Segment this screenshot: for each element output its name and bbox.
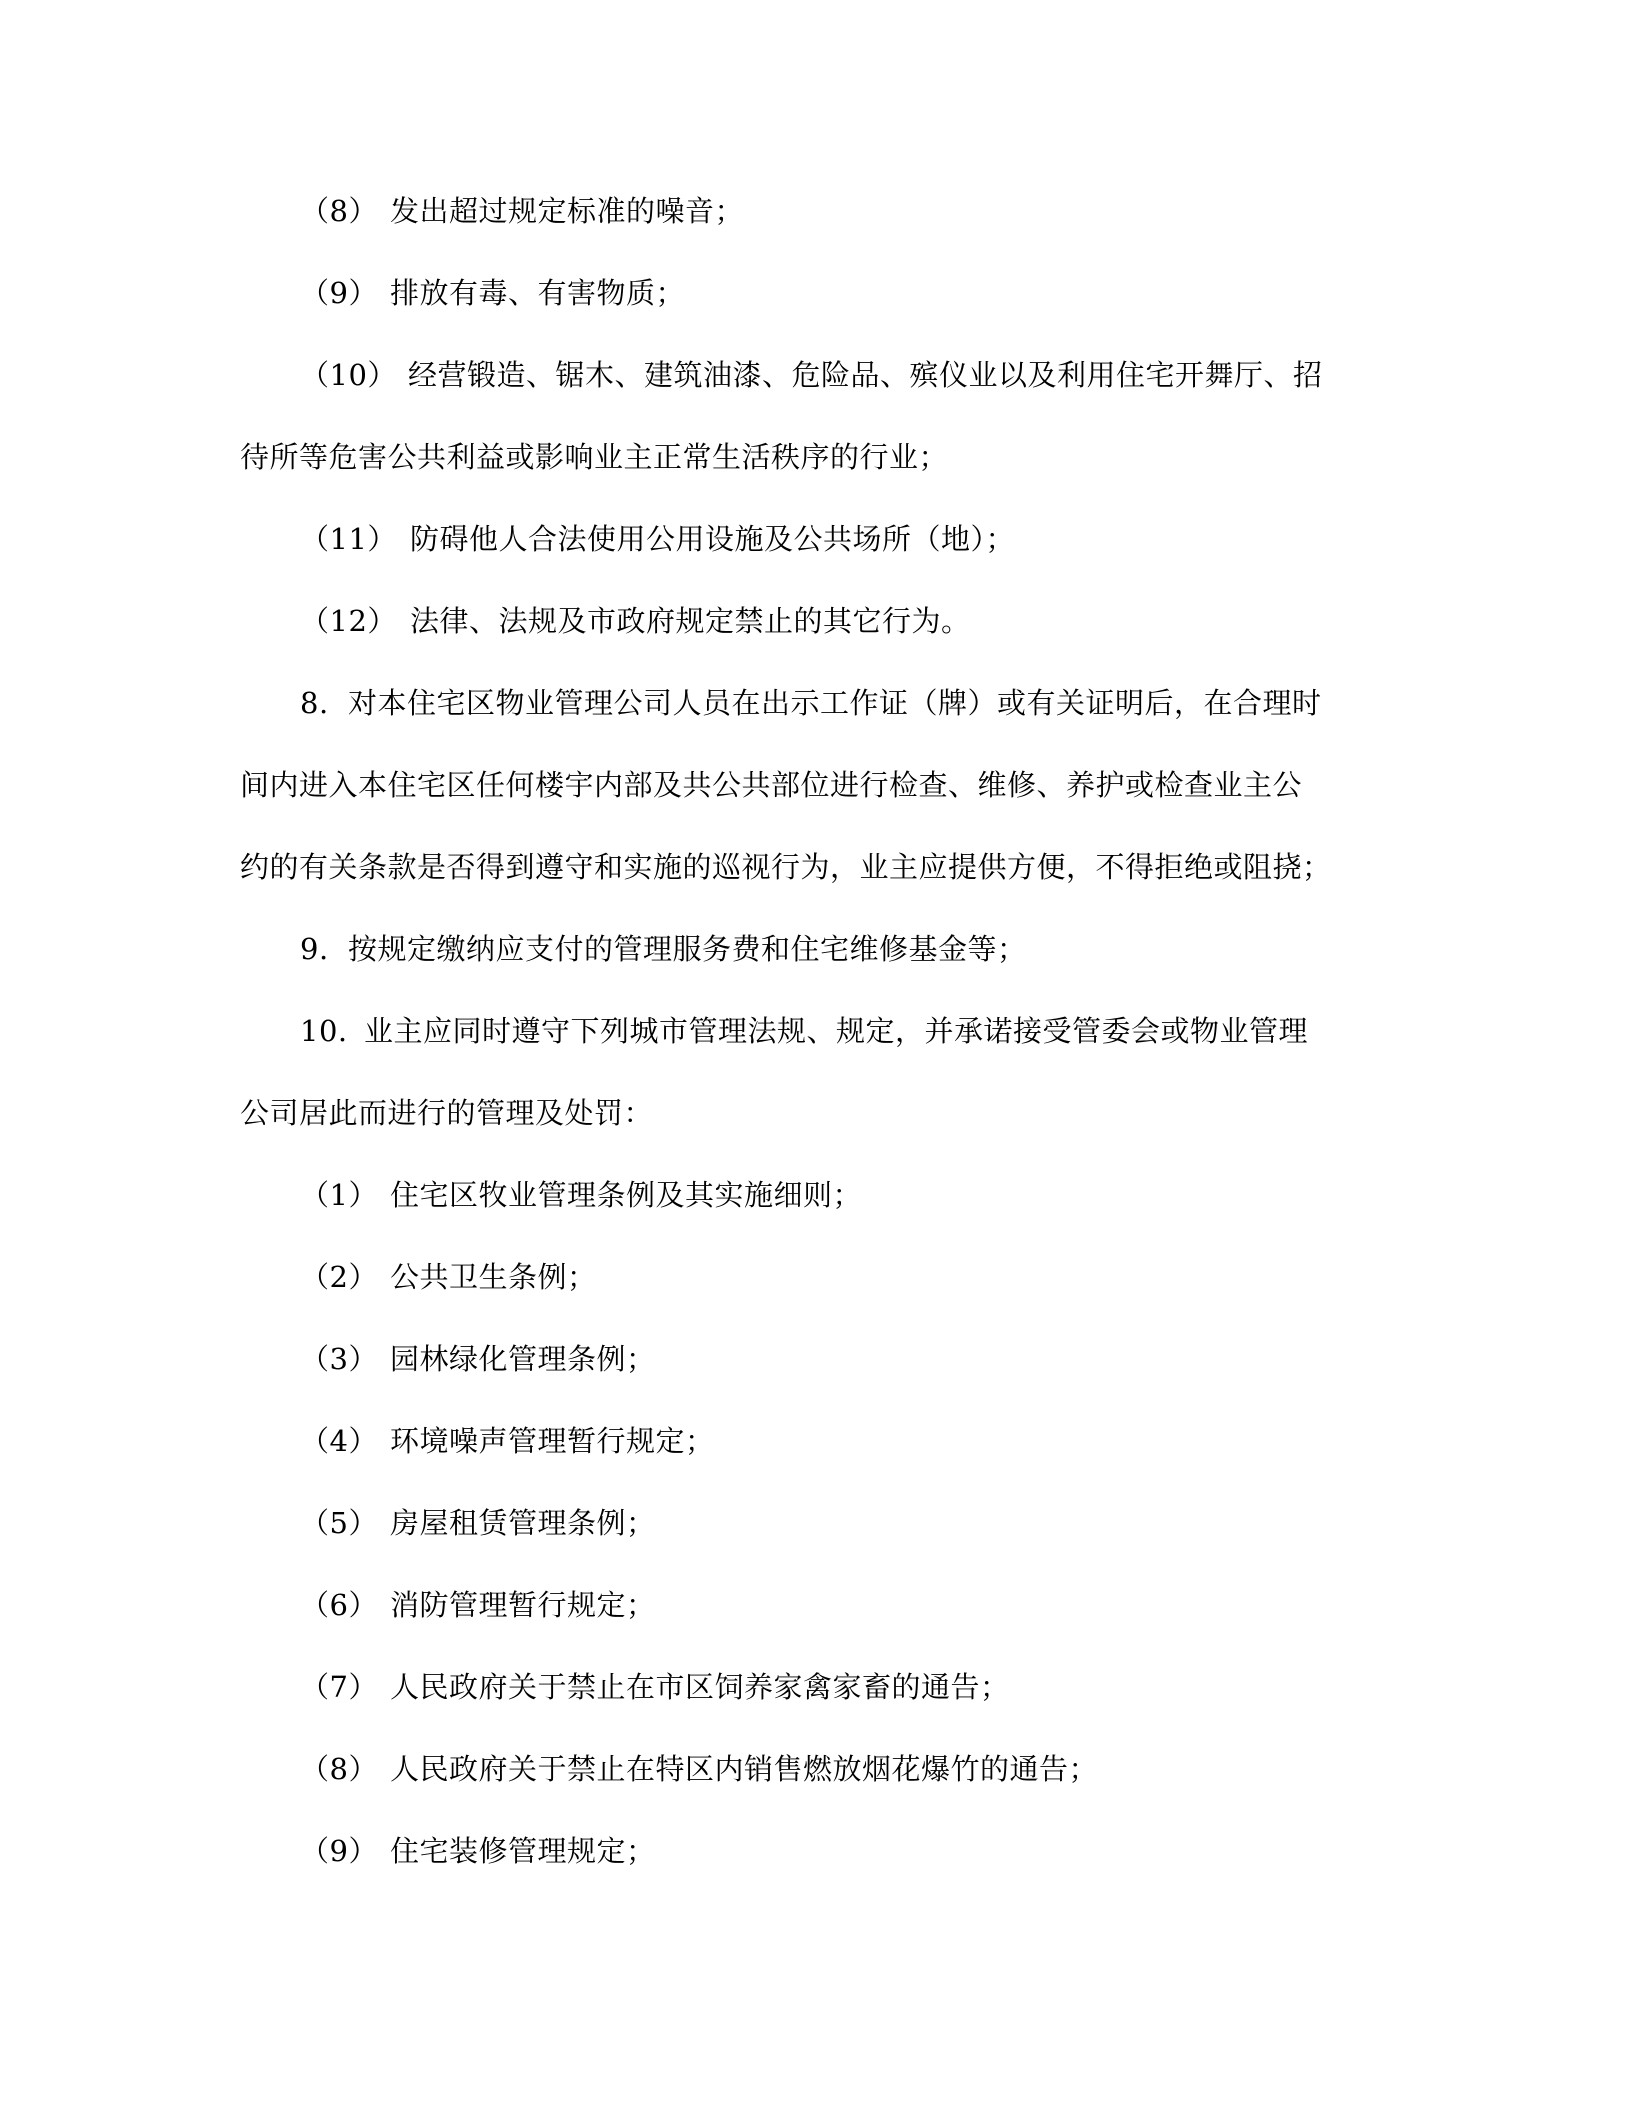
clause-text: 对本住宅区物业管理公司人员在出示工作证（牌）或有关证明后，在合理时 [348,686,1322,720]
item-text: 环境噪声管理暂行规定； [390,1424,715,1458]
clause-number: 8. [300,686,329,720]
item-number: （5） [300,1506,378,1540]
clause-text: 按规定缴纳应支付的管理服务费和住宅维修基金等； [348,932,1027,966]
item-number: （11） [300,522,397,556]
item-text: 待所等危害公共利益或影响业主正常生活秩序的行业； [240,440,949,474]
item-text: 住宅装修管理规定； [390,1834,656,1868]
item-number: （9） [300,276,378,310]
item-number: （8） [300,1752,378,1786]
list-item [300,519,1015,559]
item-text: 房屋租赁管理条例； [390,1506,656,1540]
list-item [300,1667,1010,1707]
item-number: （2） [300,1260,378,1294]
clause-continuation [240,1093,653,1133]
clause-text: 间内进入本住宅区任何楼宇内部及共公共部位进行检查、维修、养护或检查业主公 [240,768,1303,802]
item-number: （6） [300,1588,378,1622]
item-number: （7） [300,1670,378,1704]
item-number: （3） [300,1342,378,1376]
clause [300,1011,1308,1051]
clause-number: 9. [300,932,329,966]
list-item [300,1175,862,1215]
item-text: 法律、法规及市政府规定禁止的其它行为。 [410,604,971,638]
clause [300,929,1027,969]
clause-number: 10. [300,1014,348,1048]
list-item [300,1421,715,1461]
list-item-continuation [240,437,948,477]
clause-text: 公司居此而进行的管理及处罚： [240,1096,654,1130]
list-item [300,1749,1098,1789]
item-number: （4） [300,1424,378,1458]
item-number: （9） [300,1834,378,1868]
item-number: （8） [300,194,378,228]
item-text: 人民政府关于禁止在市区饲养家禽家畜的通告； [390,1670,1010,1704]
list-item [300,601,971,641]
clause-text: 约的有关条款是否得到遵守和实施的巡视行为，业主应提供方便，不得拒绝或阻挠； [240,850,1332,884]
list-item [300,273,685,313]
item-number: （1） [300,1178,378,1212]
item-text: 园林绿化管理条例； [390,1342,656,1376]
list-item [300,355,1323,395]
item-text: 住宅区牧业管理条例及其实施细则； [390,1178,863,1212]
clause-continuation [240,847,1332,887]
item-text: 人民政府关于禁止在特区内销售燃放烟花爆竹的通告； [390,1752,1099,1786]
item-text: 经营锻造、锯木、建筑油漆、危险品、殡仪业以及利用住宅开舞厅、招 [408,358,1323,392]
item-text: 排放有毒、有害物质； [390,276,686,310]
list-item [300,191,744,231]
clause-text: 业主应同时遵守下列城市管理法规、规定，并承诺接受管委会或物业管理 [364,1014,1309,1048]
item-text: 公共卫生条例； [390,1260,597,1294]
item-number: （10） [300,358,397,392]
clause-continuation [240,765,1302,805]
list-item [300,1585,656,1625]
item-text: 发出超过规定标准的噪音； [390,194,745,228]
list-item [300,1257,597,1297]
list-item [300,1339,656,1379]
item-text: 防碍他人合法使用公用设施及公共场所（地）； [410,522,1016,556]
clause [300,683,1322,723]
item-text: 消防管理暂行规定； [390,1588,656,1622]
list-item [300,1503,656,1543]
list-item [300,1831,656,1871]
item-number: （12） [300,604,397,638]
